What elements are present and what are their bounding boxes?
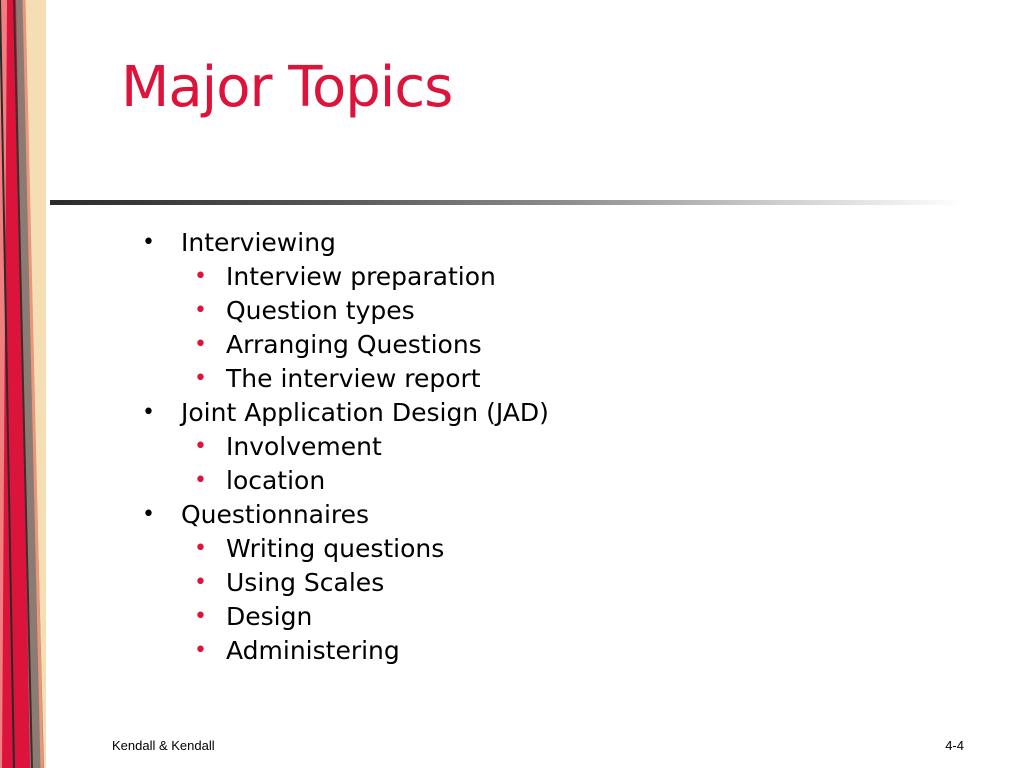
subtopic-item xyxy=(142,430,982,464)
slide-title: Major Topics xyxy=(121,55,453,120)
subtopic-item xyxy=(142,362,982,396)
subtopic-item xyxy=(142,328,982,362)
item-text: Design xyxy=(226,602,313,631)
subtopic-item xyxy=(142,294,982,328)
item-text: Arranging Questions xyxy=(226,330,482,359)
subtopic-item xyxy=(142,600,982,634)
bullet-icon: • xyxy=(142,230,155,255)
title-divider xyxy=(50,200,965,205)
slide-number: 4-4 xyxy=(945,738,964,753)
item-text: Using Scales xyxy=(226,568,385,597)
item-text: Joint Application Design (JAD) xyxy=(181,398,549,427)
topic-item xyxy=(142,498,982,532)
item-text: Question types xyxy=(226,296,415,325)
bullet-icon: • xyxy=(194,434,207,459)
item-text: Involvement xyxy=(226,432,382,461)
item-text: Interviewing xyxy=(181,228,336,257)
bullet-icon: • xyxy=(194,298,207,323)
bullet-icon: • xyxy=(194,332,207,357)
bullet-icon: • xyxy=(194,604,207,629)
bullet-icon: • xyxy=(194,570,207,595)
item-text: Questionnaires xyxy=(181,500,370,529)
item-text: Administering xyxy=(226,636,400,665)
topic-item xyxy=(142,226,982,260)
bullet-icon: • xyxy=(194,366,207,391)
bullet-icon: • xyxy=(194,264,207,289)
subtopic-item xyxy=(142,634,982,668)
topic-item xyxy=(142,396,982,430)
bullet-icon: • xyxy=(194,638,207,663)
footer-author: Kendall & Kendall xyxy=(112,738,215,753)
subtopic-item xyxy=(142,532,982,566)
bullet-icon: • xyxy=(194,468,207,493)
item-text: location xyxy=(226,466,326,495)
item-text: Writing questions xyxy=(226,534,445,563)
topic-list xyxy=(142,226,982,668)
subtopic-item xyxy=(142,464,982,498)
bullet-icon: • xyxy=(194,536,207,561)
item-text: The interview report xyxy=(226,364,481,393)
subtopic-item xyxy=(142,566,982,600)
bullet-icon: • xyxy=(142,502,155,527)
decorative-left-stripes xyxy=(0,0,46,768)
bullet-icon: • xyxy=(142,400,155,425)
item-text: Interview preparation xyxy=(226,262,496,291)
subtopic-item xyxy=(142,260,982,294)
